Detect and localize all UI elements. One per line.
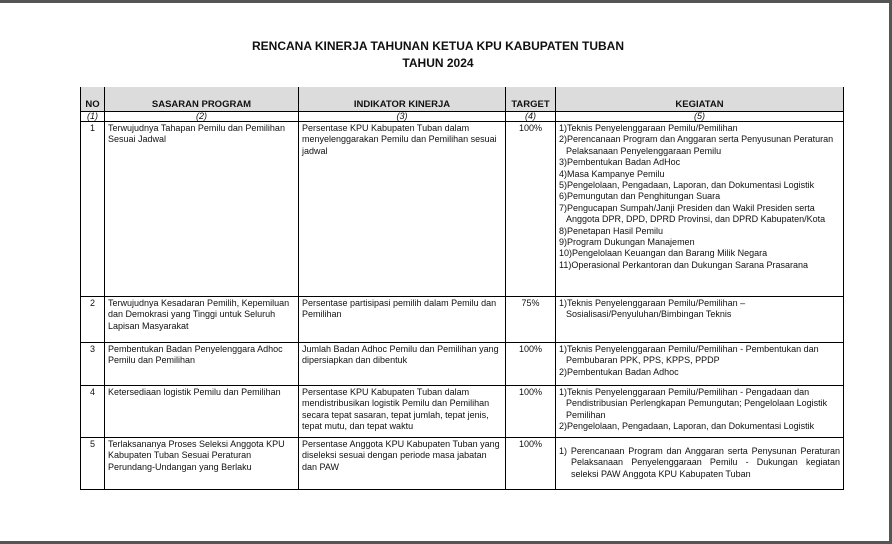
row-kegiatan — [556, 386, 844, 438]
row-sasaran: Terlaksananya Proses Seleksi Anggota KPU Kabupaten Tuban Sesuai Peraturan Perundang-Undangan yang Berlaku — [105, 438, 299, 490]
table-row — [81, 122, 844, 297]
table-row — [81, 343, 844, 386]
kegiatan-item: 4)Masa Kampanye Pemilu — [559, 168, 665, 179]
kegiatan-item: 8)Penetapan Hasil Pemilu — [559, 225, 664, 236]
table-row — [81, 297, 844, 343]
numbering-cell: (2) — [105, 112, 299, 122]
kegiatan-item: 1)Teknis Penyelenggaraan Pemilu/Pemilihan – Sosialisasi/Penyuluhan/Bimbingan Teknis — [559, 298, 746, 320]
header-sasaran: SASARAN PROGRAM — [105, 87, 299, 112]
row-indikator: Persentase partisipasi pemilih dalam Pemilu dan Pemilihan — [299, 297, 506, 343]
document-subtitle: TAHUN 2024 — [402, 56, 474, 70]
kegiatan-item: 6)Pemungutan dan Penghitungan Suara — [559, 191, 721, 202]
numbering-row — [81, 112, 844, 122]
document-page — [0, 3, 889, 541]
row-indikator: Persentase KPU Kabupaten Tuban dalam menyelenggarakan Pemilu dan Pemilihan sesuai jadwal — [299, 122, 506, 297]
numbering-cell: (3) — [299, 112, 506, 122]
kegiatan-item: 1)Teknis Penyelenggaraan Pemilu/Pemilihan - Pembentukan dan Pembubaran PPK, PPS, KPPS, PPDP — [559, 344, 819, 366]
kegiatan-item: 1) Perencanaan Program dan Anggaran serta Penysunan Peraturan Pelaksanaan Penyelenggaraan Pemilu - Dukungan kegiatan seleksi PAW Anggota KPU Kabupaten Tuban — [559, 446, 840, 479]
kegiatan-item: 10)Pengelolaan Keuangan dan Barang Milik Negara — [559, 248, 768, 259]
row-no: 2 — [81, 297, 105, 343]
kegiatan-item: 1)Teknis Penyelenggaraan Pemilu/Pemilihan - Pengadaan dan Pendistribusian Perlengkapan Pemungutan; Pengelolaan Logistik Pemilihan — [559, 387, 828, 420]
table-row — [81, 438, 844, 490]
header-target: TARGET — [506, 87, 556, 112]
header-row — [81, 87, 844, 112]
kegiatan-item: 3)Pembentukan Badan AdHoc — [559, 157, 681, 168]
header-no: NO — [81, 87, 105, 112]
row-kegiatan — [556, 438, 844, 490]
row-sasaran: Terwujudnya Kesadaran Pemilih, Kepemiluan dan Demokrasi yang Tinggi untuk Seluruh Lapisan Masyarakat — [105, 297, 299, 343]
kegiatan-item: 2)Pengelolaan, Pengadaan, Laporan, dan Dokumentasi Logistik — [559, 421, 815, 432]
row-target: 75% — [506, 297, 556, 343]
kegiatan-item: 9)Program Dukungan Manajemen — [559, 237, 695, 248]
kegiatan-item: 2)Perencanaan Program dan Anggaran serta Penyusunan Peraturan Pelaksanaan Penyelenggaraan Pemilu — [559, 134, 834, 156]
header-indikator: INDIKATOR KINERJA — [299, 87, 506, 112]
performance-plan-table — [80, 87, 844, 490]
row-no: 3 — [81, 343, 105, 386]
kegiatan-item: 5)Pengelolaan, Pengadaan, Laporan, dan Dokumentasi Logistik — [559, 180, 815, 191]
kegiatan-item: 1)Teknis Penyelenggaraan Pemilu/Pemilihan — [559, 123, 738, 133]
row-kegiatan — [556, 122, 844, 297]
row-no: 4 — [81, 386, 105, 438]
row-indikator: Jumlah Badan Adhoc Pemilu dan Pemilihan yang dipersiapkan dan dibentuk — [299, 343, 506, 386]
row-indikator: Persentase Anggota KPU Kabupaten Tuban yang diseleksi sesuai dengan periode masa jabatan dan PAW — [299, 438, 506, 490]
header-kegiatan: KEGIATAN — [556, 87, 844, 112]
row-no: 1 — [81, 122, 105, 297]
row-indikator: Persentase KPU Kabupaten Tuban dalam mendistribusikan logistik Pemilu dan Pemilihan secara tepat sasaran, tepat jumlah, tepat jenis, tepat mutu, dan tepat waktu — [299, 386, 506, 438]
kegiatan-item: 2)Pembentukan Badan Adhoc — [559, 366, 679, 377]
document-title: RENCANA KINERJA TAHUNAN KETUA KPU KABUPATEN TUBAN — [252, 39, 624, 53]
kegiatan-item: 11)Operasional Perkantoran dan Dukungan Sarana Prasarana — [559, 259, 808, 270]
row-sasaran: Terwujudnya Tahapan Pemilu dan Pemilihan Sesuai Jadwal — [105, 122, 299, 297]
kegiatan-item: 7)Pengucapan Sumpah/Janji Presiden dan Wakil Presiden serta Anggota DPR, DPD, DPRD Provinsi, dan DPRD Kabupaten/Kota — [559, 202, 826, 225]
row-target: 100% — [506, 386, 556, 438]
row-kegiatan — [556, 343, 844, 386]
row-sasaran: Ketersediaan logistik Pemilu dan Pemilihan — [105, 386, 299, 438]
row-target: 100% — [506, 122, 556, 297]
numbering-cell: (4) — [506, 112, 556, 122]
row-kegiatan — [556, 297, 844, 343]
row-target: 100% — [506, 438, 556, 490]
table-row — [81, 386, 844, 438]
row-sasaran: Pembentukan Badan Penyelenggara Adhoc Pemilu dan Pemilihan — [105, 343, 299, 386]
numbering-cell: (1) — [81, 112, 105, 122]
row-target: 100% — [506, 343, 556, 386]
row-no: 5 — [81, 438, 105, 490]
numbering-cell: (5) — [556, 112, 844, 122]
